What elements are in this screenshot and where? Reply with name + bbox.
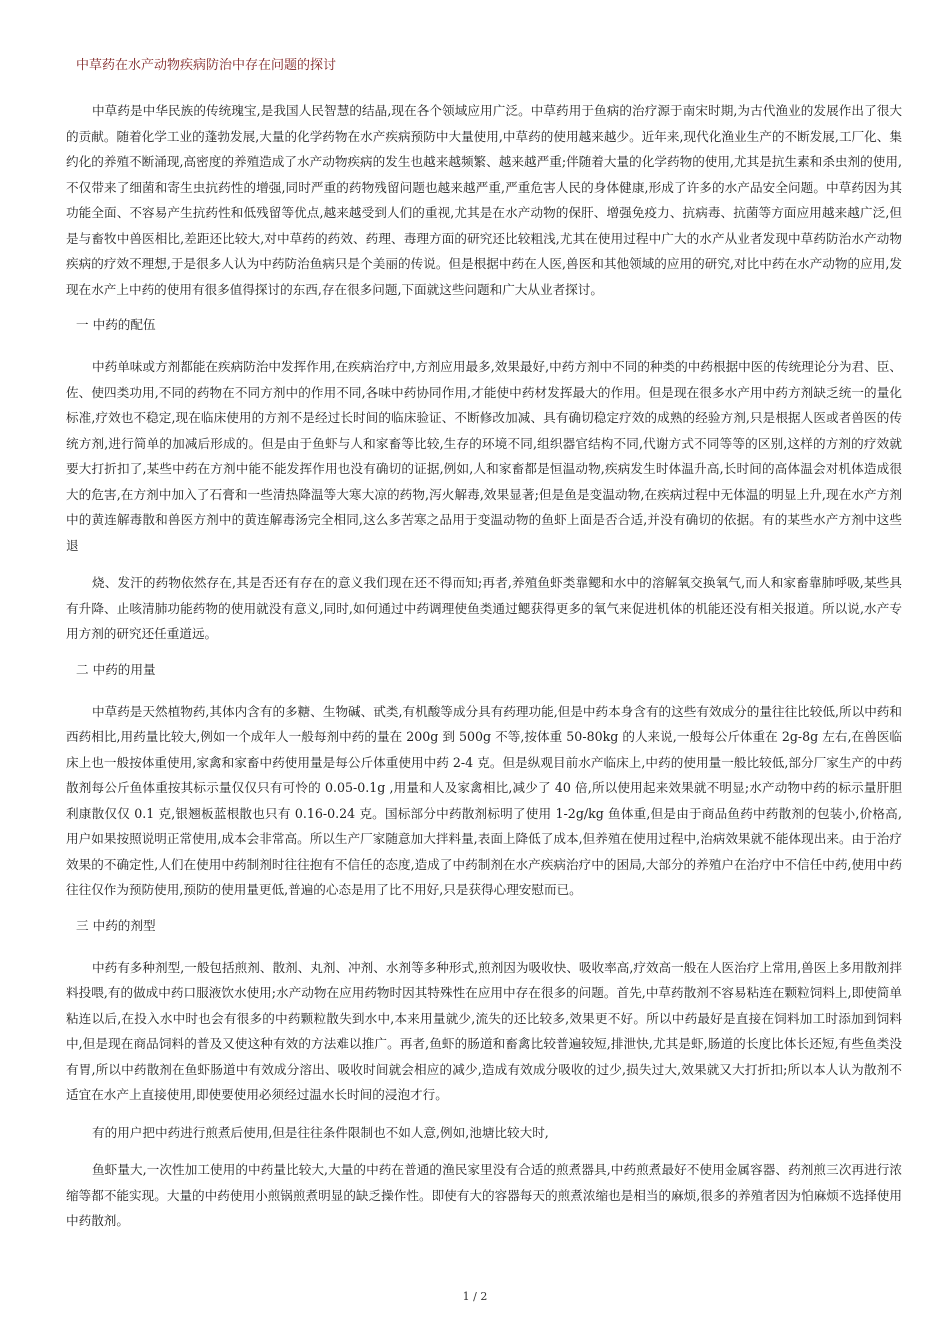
section-heading-compatibility: 一 中药的配伍 [76, 317, 156, 332]
page-number: 1 / 2 [462, 1290, 488, 1303]
paragraph-decoction-continued: 鱼虾量大,一次性加工使用的中药量比较大,大量的中药在普通的渔民家里没有合适的煎煮器具,中药煎煮最好不使用金属容器、药剂煎三次再进行浓缩等都不能实现。大量的中药使用小煎锅煎煮明显的缺乏操作性。即使有大的容器每天的煎煮浓缩也是相当的麻烦,很多的养殖者因为怕麻烦不选择使用中药散剂。 [66, 1162, 902, 1228]
paragraph-compatibility: 中药单味或方剂都能在疾病防治中发挥作用,在疾病治疗中,方剂应用最多,效果最好,中药方剂中不同的种类的中药根据中医的传统理论分为君、臣、佐、使四类功用,不同的药物在不同方剂中的作用不同,各味中药协同作用,才能使中药材发挥最大的作用。但是现在很多水产用中药方剂缺乏统一的量化标准,疗效也不稳定,现在临床使用的方剂不是经过长时间的临床验证、不断修改加减、具有确切稳定疗效的成熟的经验方剂,只是根据人医或者兽医的传统方剂,进行简单的加减后形成的。但是由于鱼虾与人和家畜等比较,生存的环境不同,组织器官结构不同,代谢方式不同等等的区别,这样的方剂的疗效就要大打折扣了,某些中药在方剂中能不能发挥作用也没有确切的证据,例如,人和家畜都是恒温动物,疾病发生时体温升高,长时间的高体温会对机体造成很大的危害,在方剂中加入了石膏和一些清热降温等大寒大凉的药物,泻火解毒,效果显著;但是鱼是变温动物,在疾病过程中无体温的明显上升,现在水产方剂中的黄连解毒散和兽医方剂中的黄连解毒汤完全相同,这么多苦寒之品用于变温动物的鱼虾上面是否合适,并没有确切的依据。有的某些水产方剂中这些退 [66, 359, 902, 553]
section-heading-dosage-form: 三 中药的剂型 [76, 917, 156, 933]
paragraph-dosage-form: 中药有多种剂型,一般包括煎剂、散剂、丸剂、冲剂、水剂等多种形式,煎剂因为吸收快、吸收率高,疗效高一般在人医治疗上常用,兽医上多用散剂拌料投喂,有的做成中药口服液饮水使用;水产动物在应用药物时因其特殊性在应用中存在很多的问题。首先,中草药散剂不容易粘连在颗粒饲料上,即使简单粘连以后,在投入水中时也会有很多的中药颗粒散失到水中,本来用量就少,流失的还比较多,效果更不好。所以中药最好是直接在饲料加工时添加到饲料中,但是现在商品饲料的普及又使这种有效的方法难以推广。再者,鱼虾的肠道和畜禽比较普遍较短,排泄快,尤其是虾,肠道的长度比体长还短,有些鱼类没有胃,所以中药散剂在鱼虾肠道中有效成分溶出、吸收时间就会相应的减少,造成有效成分吸收的过少,损失过大,效果就又大打折扣;所以本人认为散剂不适宜在水产上直接使用,即使要使用必须经过温水长时间的浸泡才行。 [66, 959, 902, 1102]
paragraph-dosage: 中草药是天然植物药,其体内含有的多糖、生物碱、甙类,有机酸等成分具有药理功能,但是中药本身含有的这些有效成分的量往往比较低,所以中药和西药相比,用药量比较大,例如一个成年人一般每剂中药的量在 200g 到 500g 不等,按体重 50-80kg 的人来说,一般每公斤体重在 2g-8g 左右,在兽医临床上也一般按体重使用,家禽和家畜中药使用量是每公斤体重使用中药 2-4 克。但是纵观目前水产临床上,中药的使用量一般比较低,部分厂家生产的中药散剂每公斤鱼体重按其标示量仅仅只有可怜的 0.05-0.1g ,用量和人及家禽相比,减少了 40 倍,所以使用起来效果就不明显;水产动物中药的标示量肝胆利康散仅仅 0.1 克,银翘板蓝根散也只有 0.16-0.24 克。国标部分中药散剂标明了使用 1-2g/kg 鱼体重,但是由于商品鱼药中药散剂的包装小,价格高,用户如果按照说明正常使用,成本会非常高。所以生产厂家随意加大拌料量,表面上降低了成本,但养殖在使用过程中,治病效果就不能体现出来。由于治疗效果的不确定性,人们在使用中药制剂时往往抱有不信任的态度,造成了中药制剂在水产疾病治疗中的困局,大部分的养殖户在治疗中不信任中药,使用中药往往仅作为预防使用,预防的使用量更低,普遍的心态是用了比不用好,只是获得心理安慰而已。 [66, 703, 902, 897]
paragraph-decoction: 有的用户把中药进行煎煮后使用,但是往往条件限制也不如人意,例如,池塘比较大时, [92, 1124, 549, 1140]
section-heading-dosage: 二 中药的用量 [76, 661, 156, 677]
paragraph-intro: 中草药是中华民族的传统瑰宝,是我国人民智慧的结晶,现在各个领域应用广泛。中草药用于鱼病的治疗源于南宋时期,为古代渔业的发展作出了很大的贡献。随着化学工业的蓬勃发展,大量的化学药物在水产疾病预防中大量使用,中草药的使用越来越少。近年来,现代化渔业生产的不断发展,工厂化、集约化的养殖不断涌现,高密度的养殖造成了水产动物疾病的发生也越来越频繁、越来越严重;伴随着大量的化学药物的使用,尤其是抗生素和杀虫剂的使用,不仅带来了细菌和寄生虫抗药性的增强,同时严重的药物残留问题也越来越严重,严重危害人民的身体健康,形成了许多的水产品安全问题。中草药因为其功能全面、不容易产生抗药性和低残留等优点,越来越受到人们的重视,尤其是在水产动物的保肝、增强免疫力、抗病毒、抗菌等方面应用越来越广泛,但是与畜牧中兽医相比,差距还比较大,对中草药的药效、药理、毒理方面的研究还比较粗浅,尤其在使用过程中广大的水产从业者发现中草药防治水产动物疾病的疗效不理想,于是很多人认为中药防治鱼病只是个美丽的传说。但是根据中药在人医,兽医和其他领域的应用的研究,对比中药在水产动物的应用,发现在水产上中药的使用有很多值得探讨的东西,存在很多问题,下面就这些问题和广大从业者探讨。 [66, 103, 902, 297]
document-page [66, 56, 902, 1246]
document-title: 中草药在水产动物疾病防治中存在问题的探讨 [76, 58, 337, 73]
paragraph-compatibility-continued: 烧、发汗的药物依然存在,其是否还有存在的意义我们现在还不得而知;再者,养殖鱼虾类靠鳃和水中的溶解氧交换氧气,而人和家畜靠肺呼吸,某些具有升降、止咳清肺功能药物的使用就没有意义,同时,如何通过中药调理使鱼类通过鳃获得更多的氧气来促进机体的机能还没有相关报道。所以说,水产专用方剂的研究还任重道远。 [66, 575, 902, 641]
